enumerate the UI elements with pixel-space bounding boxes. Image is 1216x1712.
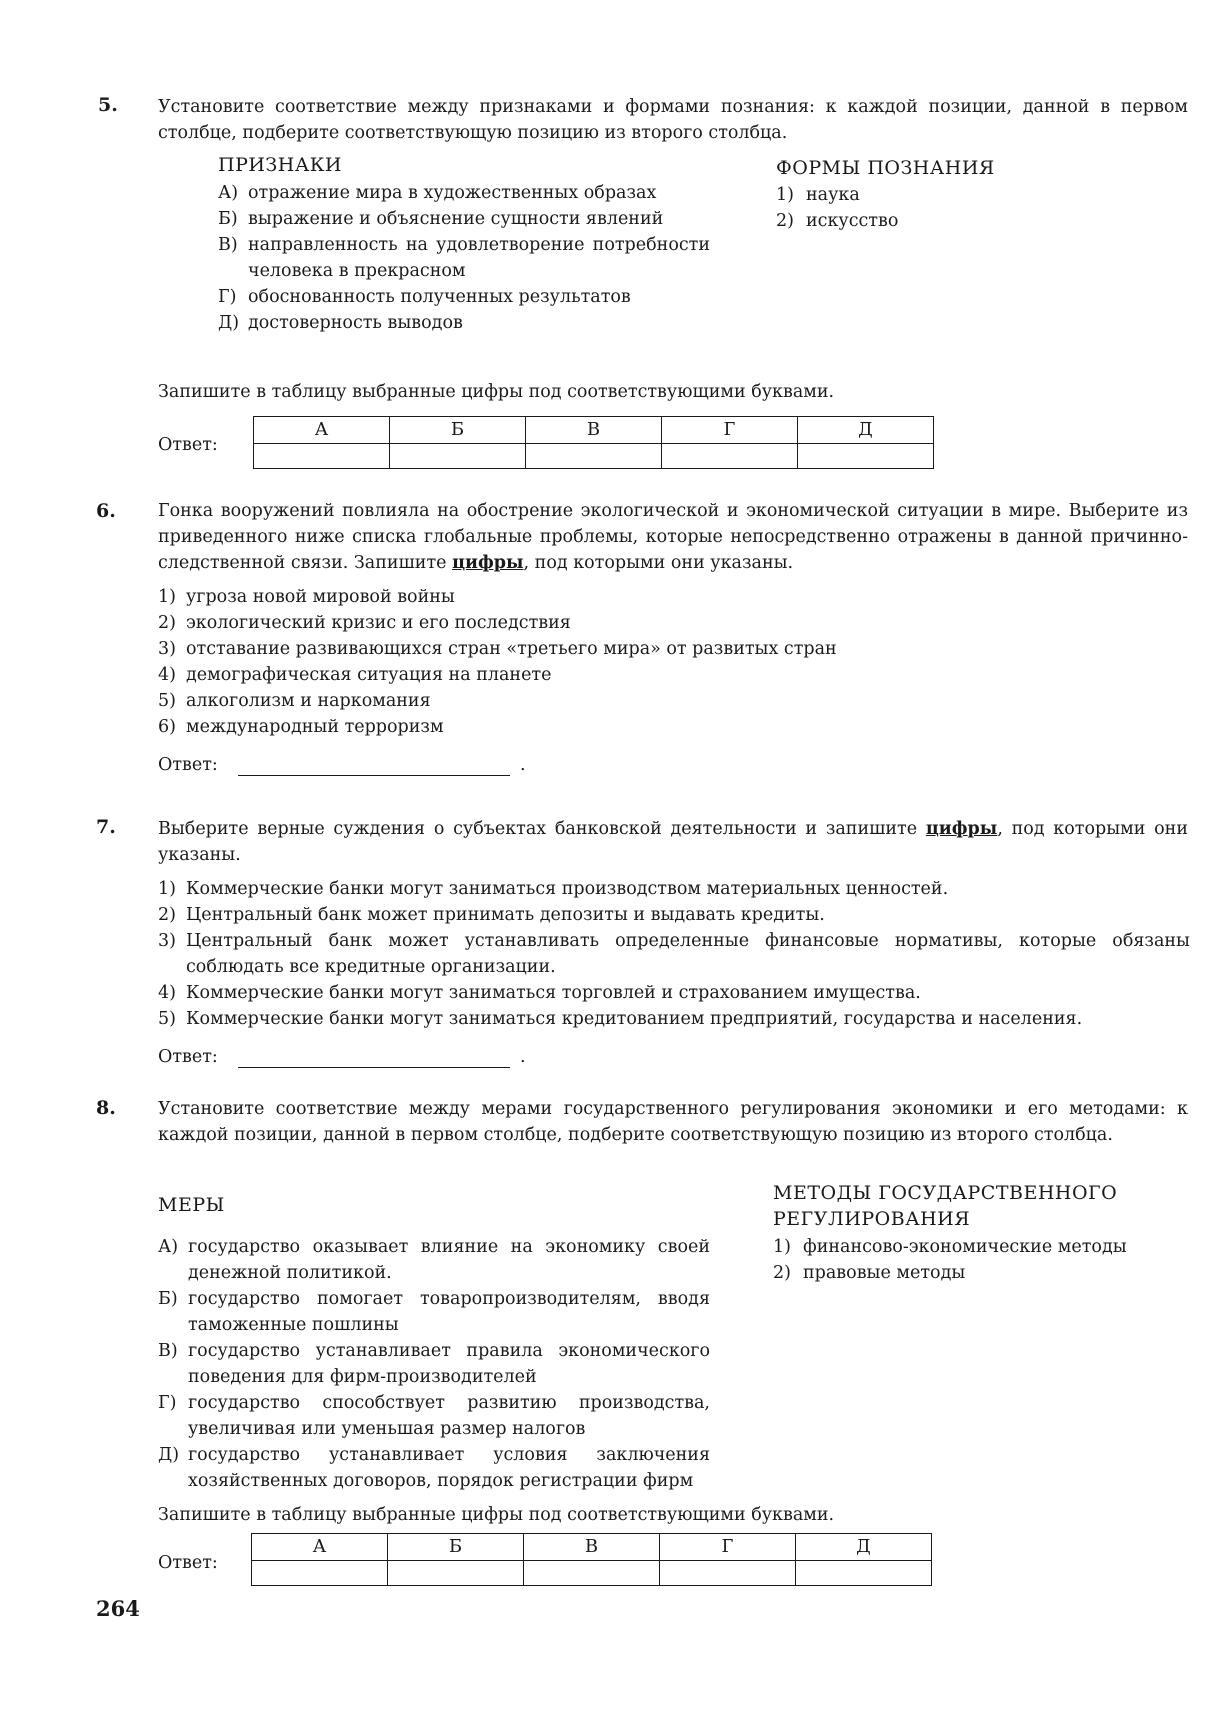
q7-answer-label: Ответ:: [158, 1047, 218, 1067]
q8-text: Установите соответствие между мерами государственного регулирования экономики и его методами: к каждой позиции, данной в первом столбце, подберите соответствующую позицию из второго столбца.: [158, 1099, 1188, 1145]
answer-cell[interactable]: [662, 444, 798, 469]
q6-text: Гонка вооружений повлияла на обострение экологической и экономической ситуации в мире. Выберите из приведенного ниже списка глобальные проблемы, которые непосредственно отражены в данной причинно-следственной связи. Запишите цифры, под которыми они указаны.: [158, 501, 1188, 573]
q5-left-heading: ПРИЗНАКИ: [218, 154, 342, 176]
list-item: Г) обоснованность полученных результатов: [218, 287, 631, 307]
q8-right-heading: МЕТОДЫ ГОСУДАРСТВЕННОГО РЕГУЛИРОВАНИЯ: [773, 1182, 1118, 1230]
table-header: Д: [796, 1534, 932, 1561]
table-header: В: [526, 417, 662, 444]
list-item: 1) наука: [776, 185, 860, 205]
table-header: Д: [798, 417, 934, 444]
table-header: Б: [390, 417, 526, 444]
list-item: 5) алкоголизм и наркомания: [158, 691, 431, 711]
list-item: Б) государство помогает товаропроизводителям, вводя таможенные пошлины: [158, 1289, 710, 1335]
list-item: 4) демографическая ситуация на планете: [158, 665, 552, 685]
answer-cell[interactable]: [798, 444, 934, 469]
page-number: 264: [96, 1596, 140, 1621]
table-header: В: [524, 1534, 660, 1561]
answer-cell[interactable]: [254, 444, 390, 469]
answer-cell[interactable]: [252, 1561, 388, 1586]
q6-answer-dot: .: [520, 755, 526, 775]
table-header: А: [252, 1534, 388, 1561]
list-item: 4) Коммерческие банки могут заниматься торговлей и страхованием имущества.: [158, 983, 921, 1003]
q8-right-list: [773, 1234, 1173, 1286]
list-item: 6) международный терроризм: [158, 717, 444, 737]
list-item: Д) достоверность выводов: [218, 313, 463, 333]
answer-cell[interactable]: [526, 444, 662, 469]
list-item: Д) государство устанавливает условия заключения хозяйственных договоров, порядок регистрации фирм: [158, 1445, 710, 1491]
list-item: Г) государство способствует развитию производства, увеличивая или уменьшая размер налогов: [158, 1393, 710, 1439]
q5-instruction: Запишите в таблицу выбранные цифры под соответствующими буквами.: [158, 382, 835, 402]
q5-right-list: [776, 182, 1076, 234]
q7-number: 7.: [96, 816, 116, 838]
q6-number: 6.: [96, 500, 116, 522]
q5-answer-table: [253, 416, 934, 469]
q5-text: Установите соответствие между признаками и формами познания: к каждой позиции, данной в первом столбце, подберите соответствующую позицию из второго столбца.: [158, 97, 1188, 143]
q8-instruction: Запишите в таблицу выбранные цифры под соответствующими буквами.: [158, 1505, 835, 1525]
q8-answer-table: [251, 1533, 932, 1586]
q8-left-list: [158, 1234, 710, 1494]
q8-left-heading: МЕРЫ: [158, 1194, 225, 1216]
table-header: А: [254, 417, 390, 444]
answer-cell[interactable]: [660, 1561, 796, 1586]
list-item: 1) финансово-экономические методы: [773, 1237, 1127, 1257]
list-item: А) отражение мира в художественных образах: [218, 183, 657, 203]
q6-answer-line[interactable]: [238, 775, 510, 776]
list-item: А) государство оказывает влияние на экономику своей денежной политикой.: [158, 1237, 710, 1283]
q6-answer-label: Ответ:: [158, 755, 218, 775]
table-header: Г: [660, 1534, 796, 1561]
q7-list: [158, 876, 1190, 1032]
q6-list: [158, 584, 1158, 740]
q7-answer-dot: .: [520, 1047, 526, 1067]
list-item: 2) Центральный банк может принимать депозиты и выдавать кредиты.: [158, 905, 825, 925]
q7-text: Выберите верные суждения о субъектах банковской деятельности и запишите цифры, под которыми они указаны.: [158, 819, 1188, 865]
list-item: 1) угроза новой мировой войны: [158, 587, 455, 607]
list-item: 1) Коммерческие банки могут заниматься производством материальных ценностей.: [158, 879, 949, 899]
answer-cell[interactable]: [388, 1561, 524, 1586]
answer-cell[interactable]: [524, 1561, 660, 1586]
q7-answer-line[interactable]: [238, 1067, 510, 1068]
q8-answer-label: Ответ:: [158, 1553, 218, 1573]
table-header: Г: [662, 417, 798, 444]
list-item: 2) правовые методы: [773, 1263, 966, 1283]
list-item: 3) Центральный банк может устанавливать определенные финансовые нормативы, которые обязаны соблюдать все кредитные организации.: [158, 931, 1190, 977]
list-item: 2) экологический кризис и его последствия: [158, 613, 571, 633]
list-item: В) государство устанавливает правила экономического поведения для фирм-производителей: [158, 1341, 710, 1387]
list-item: 3) отставание развивающихся стран «третьего мира» от развитых стран: [158, 639, 837, 659]
q5-left-list: [218, 180, 710, 336]
answer-cell[interactable]: [796, 1561, 932, 1586]
answer-cell[interactable]: [390, 444, 526, 469]
q5-number: 5.: [98, 94, 118, 116]
q5-answer-label: Ответ:: [158, 435, 218, 455]
table-header: Б: [388, 1534, 524, 1561]
list-item: 2) искусство: [776, 211, 899, 231]
list-item: В) направленность на удовлетворение потребности человека в прекрасном: [218, 235, 710, 281]
q8-number: 8.: [96, 1097, 116, 1119]
list-item: 5) Коммерческие банки могут заниматься кредитованием предприятий, государства и населения.: [158, 1009, 1083, 1029]
list-item: Б) выражение и объяснение сущности явлений: [218, 209, 664, 229]
q5-right-heading: ФОРМЫ ПОЗНАНИЯ: [776, 157, 995, 179]
